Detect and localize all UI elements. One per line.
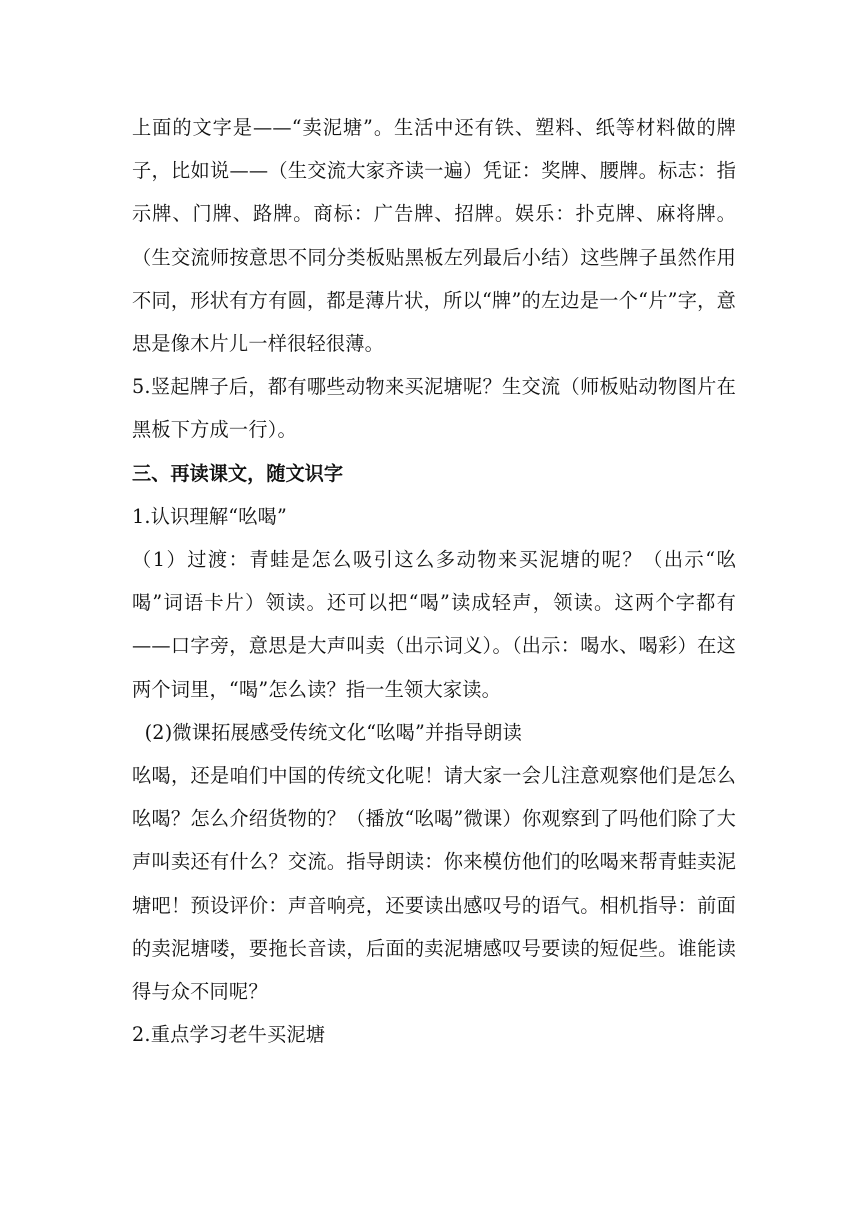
- paragraph-sign-materials: 上面的文字是——“卖泥塘”。生活中还有铁、塑料、纸等材料做的牌子，比如说——（生交流大家齐读一遍）凭证：奖牌、腰牌。标志：指示牌、门牌、路牌。商标：广告牌、招牌。娱乐：扑克牌、麻将牌。（生交流师按意思不同分类板贴黑板左列最后小结）这些牌子虽然作用不同，形状有方有圆，都是薄片状，所以“牌”的左边是一个“片”字，意思是像木片儿一样很轻很薄。: [132, 116, 736, 356]
- paragraph-micro-lesson-title: (2)微课拓展感受传统文化“吆喝”并指导朗读: [132, 720, 522, 744]
- paragraph-old-cow: 2.重点学习老牛买泥塘: [132, 1023, 326, 1047]
- paragraph-micro-lesson-body: 吆喝，还是咱们中国的传统文化呢！请大家一会儿注意观察他们是怎么吆喝？怎么介绍货物的？（播放“吆喝”微课）你观察到了吗他们除了大声叫卖还有什么？交流。指导朗读：你来模仿他们的吆喝来帮青蛙卖泥塘吧！预设评价：声音响亮，还要读出感叹号的语气。相机指导：前面的卖泥塘喽，要拖长音读，后面的卖泥塘感叹号要读的短促些。谁能读得与众不同呢？: [132, 764, 736, 1004]
- document-page: [132, 106, 736, 1056]
- paragraph-item-yaohe: 1.认识理解“吆喝”: [132, 504, 288, 528]
- paragraph-animals-buy: 5.竖起牌子后，都有哪些动物来买泥塘呢？生交流（师板贴动物图片在黑板下方成一行）。: [132, 375, 736, 442]
- paragraph-transition: （1）过渡：青蛙是怎么吸引这么多动物来买泥塘的呢？（出示“吆喝”词语卡片）领读。还可以把“喝”读成轻声，领读。这两个字都有——口字旁，意思是大声叫卖（出示词义）。（出示：喝水、喝彩）在这两个词里，“喝”怎么读？指一生领大家读。: [132, 548, 736, 701]
- section-heading-reread: 三、再读课文，随文识字: [132, 461, 344, 485]
